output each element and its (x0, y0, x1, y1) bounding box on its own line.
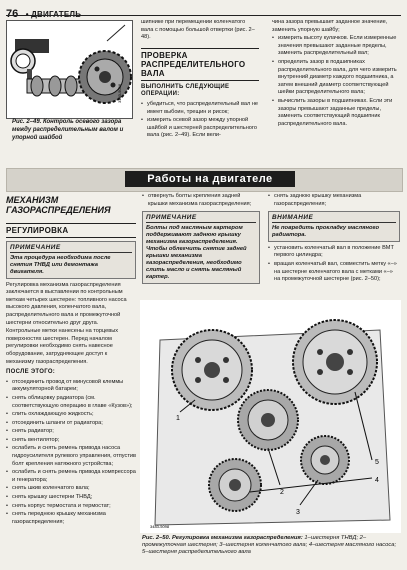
banner-title: Работы на двигателе (125, 171, 295, 187)
middle-column (142, 193, 260, 284)
warning-heading: ВНИМАНИЕ (272, 214, 396, 223)
caption-legend: 1–шестерня ТНВД; 2–промежуточная шестерня; 3–шестерня коленчатого вала; 4–шестерня масляного насоса; 5–шестерня распределительного вала (142, 535, 397, 555)
right-list (268, 193, 400, 208)
check-list (272, 35, 400, 128)
caption-title: Рис. 2–50. Регулировка механизма газораспределения: (142, 535, 303, 541)
paragraph: Контрольные метки нанесены на торцевых поверхностях шестерен. Перед началом регулировки необходимо снять навесное оборудование, затрудняющее доступ к механизму газораспределения. (6, 328, 119, 365)
adjustment-heading: РЕГУЛИРОВКА (6, 223, 136, 238)
figure-2-49 (6, 20, 133, 119)
callout-3: 3 (296, 509, 300, 516)
figure-2-50-caption (142, 535, 400, 556)
paragraph: Регулировка механизма газораспределения заключается в выставлении по контрольным меткам четырех шестерен: топливного насоса высокого давления, коленчатого вала, распределительного вала и промежуточной шестерни относительно друг друга. (6, 281, 127, 326)
left-column (6, 195, 136, 527)
callout-4: 4 (375, 477, 379, 484)
camshaft-illustration (7, 21, 132, 118)
list-item: • ослабить и снять ремень привода насоса гидроусилителя рулевого управления, отпустив болт крепления натяжного устройства; (6, 445, 136, 468)
list-item: • определить зазор в подшипниках распределительного вала, для чего измерить внутренний диаметр каждого подшипника, а затем внешний диаметр соответствующей шейки распределительного вала; (272, 59, 400, 97)
list-item: • снять шкив коленчатого вала; (6, 485, 136, 493)
camshaft-check-heading: ПРОВЕРКА РАСПРЕДЕЛИТЕЛЬНОГО ВАЛА (141, 48, 259, 81)
procedure-list (6, 379, 136, 527)
mechanism-title: МЕХАНИЗМ ГАЗОРАСПРЕДЕЛЕНИЯ (6, 195, 111, 215)
note-text: Болты под масляным картером поддерживают заднюю крышку механизма газораспределения. Чтобы облегчить снятие задней крышки механизма газораспределения, необходимо слить масло и снять масляный картер. (146, 224, 247, 280)
callout-1: 1 (176, 415, 180, 422)
list-item: • отсоединить провод от минусовой клеммы аккумуляторной батареи; (6, 379, 136, 394)
list-item: • снять радиатор; (6, 428, 136, 436)
figure-2-49-caption: Рис. 2–49. Контроль осевого зазора между распределительным валом и упорной шайбой (12, 119, 124, 141)
figure-tag: 3483-5096 (117, 83, 122, 103)
list-item: • ослабить и снять ремень привода компрессора и генератора; (6, 469, 136, 484)
figure-tag: 3483-5098 (150, 524, 170, 529)
header-rule (6, 15, 401, 16)
operations-heading: ВЫПОЛНИТЬ СЛЕДУЮЩИЕ ОПЕРАЦИИ: (141, 83, 230, 98)
list-item: • снять переднюю крышку механизма газораспределения; (6, 511, 136, 526)
right-list-2 (268, 245, 400, 284)
column-2-top (141, 19, 259, 141)
list-item: • измерить высоту кулачков. Если измеренные значения превышают заданные пределы, заменить распределительный вал; (272, 35, 400, 58)
list-item: • вращая коленчатый вал, совместить метку «–» на шестерне коленчатого вала с метками «–» на промежуточной шестерне (рис. 2–50); (268, 261, 400, 284)
timing-gears-illustration (140, 300, 401, 533)
warning-text: Не повредить прокладку масляного радиатора. (272, 224, 380, 238)
note-text: Эта процедура необходима после снятия ТНВД или демонтажа двигателя. (10, 254, 111, 275)
after-heading: ПОСЛЕ ЭТОГО: (6, 369, 56, 376)
list-item: • снять облицовку радиатора (см. соответствующую операцию в главе «Кузов»); (6, 395, 136, 410)
continued-text: чина зазора превышает заданное значение, заменить упорную шайбу; (272, 19, 388, 33)
note-heading: ПРИМЕЧАНИЕ (146, 214, 256, 223)
list-item: • снять вентилятор; (6, 437, 136, 445)
list-item: • установить коленчатый вал в положение ВМТ первого цилиндра; (268, 245, 400, 260)
page-number: 76 (6, 8, 19, 20)
right-column (268, 193, 400, 285)
callout-2: 2 (280, 489, 284, 496)
list-item: • снять заднюю крышку механизма газораспределения; (268, 193, 400, 208)
list-item: • убедиться, что распределительный вал не имеет выбоин, трещин и рисок; (141, 101, 259, 116)
warning-box (268, 211, 400, 242)
list-item: • вычислить зазоры в подшипниках. Если эти зазоры превышают заданные пределы, заменить соответствующий подшипник распределительного вала. (272, 98, 400, 128)
column-3-top (272, 19, 400, 129)
section-banner (6, 168, 403, 192)
callout-5: 5 (375, 459, 379, 466)
list-item: • снять крышку шестерни ТНВД; (6, 494, 136, 502)
section-title: • ДВИГАТЕЛЬ (25, 10, 82, 19)
intro-text: шипнике при перемещении коленчатого вала с помощью большой отвертки (рис. 2–48). (141, 19, 255, 41)
list-item: • слить охлаждающую жидкость; (6, 411, 136, 419)
list-item: • отвернуть болты крепления задней крышки механизма газораспределения; (142, 193, 260, 208)
note-box (6, 241, 136, 279)
note-heading: ПРИМЕЧАНИЕ (10, 244, 132, 253)
list-item: • снять корпус термостата и термостат; (6, 503, 136, 511)
figure-2-50 (140, 300, 401, 533)
note-box (142, 211, 260, 284)
list-item: • измерить осевой зазор между упорной шайбой и шестерней распределительного вала (рис. 2–49). Если вели- (141, 117, 259, 140)
list-item: • отсоединить шланги от радиатора; (6, 420, 136, 428)
operations-list (141, 101, 259, 140)
middle-list (142, 193, 260, 208)
